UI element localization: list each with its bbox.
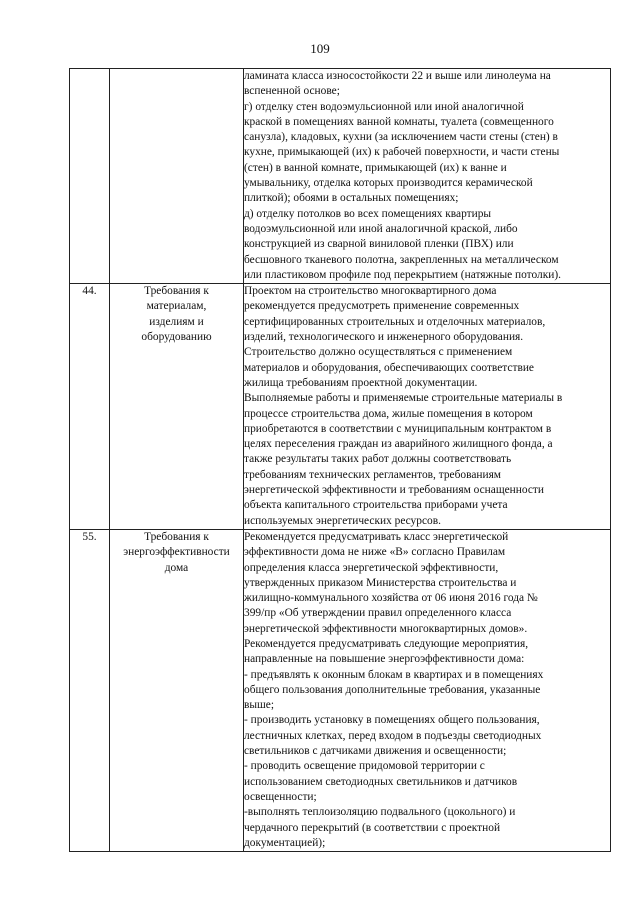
- requirement-text-line: используемых энергетических ресурсов.: [244, 514, 441, 527]
- requirement-text-line: объекта капитального строительства приборами учета: [244, 499, 508, 512]
- requirement-text-line: Выполняемые работы и применяемые строительные материалы в: [244, 392, 563, 405]
- requirement-text-line: 399/пр «Об утверждении правил определенного класса: [244, 607, 512, 620]
- table-row: [70, 284, 611, 530]
- requirement-text-line: ламината класса износостойкости 22 и выше или линолеума на: [244, 70, 551, 82]
- requirement-text-line: эффективности дома не ниже «B» согласно Правилам: [244, 546, 506, 559]
- requirement-name-line: Требования к: [144, 530, 209, 543]
- requirement-text-line: вспененной основе;: [244, 85, 340, 98]
- table-row: [70, 529, 611, 851]
- requirement-name-line: оборудованию: [141, 331, 212, 344]
- requirement-text-line: сертифицированных строительных и отделочных материалов,: [244, 315, 546, 328]
- requirement-text-line: энергетической эффективности многоквартирных домов».: [244, 622, 528, 635]
- requirement-name-line: Требования к: [144, 285, 209, 298]
- row-number: 44.: [70, 284, 110, 530]
- requirement-text-line: санузла), кладовых, кухни (за исключением части стены (стен) в: [244, 131, 558, 144]
- requirement-text-line: процессе строительства дома, жилые помещения в котором: [244, 407, 533, 420]
- requirement-text-line: или пластиковом профиле под перекрытием (натяжные потолки).: [244, 268, 562, 281]
- page-number: 109: [310, 41, 330, 56]
- requirement-text-line: г) отделку стен водоэмульсионной или иной аналогичной: [244, 100, 524, 113]
- requirement-text-line: приобретаются в соответствии с муниципальным контрактом в: [244, 422, 552, 435]
- requirement-text-line: краской в помещениях ванной комнаты, туалета (совмещенного: [244, 115, 554, 128]
- requirement-text-line: Строительство должно осуществляться с применением: [244, 346, 513, 359]
- requirement-text-line: общего пользования дополнительные требования, указанные: [244, 683, 541, 696]
- requirement-name: [110, 69, 244, 284]
- requirement-text-line: (стен) в ванной комнате, примыкающей (их) к ванне и: [244, 161, 507, 174]
- requirement-text-line: целях переселения граждан из аварийного жилищного фонда, а: [244, 438, 553, 451]
- requirement-text-line: энергетической эффективности и требованиям оснащенности: [244, 484, 544, 497]
- requirement-text-line: изделий, технологического и инженерного оборудования.: [244, 331, 524, 344]
- requirement-text-line: конструкцией из сварной виниловой пленки (ПВХ) или: [244, 238, 514, 251]
- requirement-text-line: использованием светодиодных светильников и датчиков: [244, 775, 518, 788]
- requirement-text-line: кухне, примыкающей (их) к рабочей поверхности, и части стены: [244, 146, 560, 159]
- requirement-text-line: лестничных клетках, перед входом в подъезды светодиодных: [244, 729, 542, 742]
- requirement-text-line: Проектом на строительство многоквартирного дома: [244, 285, 497, 298]
- requirement-text-line: утвержденных приказом Министерства строительства и: [244, 576, 517, 589]
- requirement-name-line: дома: [164, 561, 189, 574]
- requirement-name-line: материалам,: [146, 300, 207, 313]
- requirement-text-line: светильников с датчиками движения и освещенности;: [244, 745, 507, 758]
- requirement-text-line: Рекомендуется предусматривать следующие мероприятия,: [244, 637, 529, 650]
- requirement-text-line: бесшовного тканевого полотна, закрепленных на металлическом: [244, 253, 559, 266]
- requirements-table: [69, 68, 611, 852]
- requirement-text-line: Рекомендуется предусматривать класс энергетической: [244, 530, 509, 543]
- requirement-text-line: д) отделку потолков во всех помещениях квартиры: [244, 207, 492, 220]
- requirement-text-line: чердачного перекрытий (в соответствии с проектной: [244, 821, 501, 834]
- requirement-text-line: выше;: [244, 699, 275, 712]
- requirement-name: [110, 529, 244, 851]
- requirement-text-line: -выполнять теплоизоляцию подвального (цокольного) и: [244, 806, 516, 819]
- requirement-text-line: направленные на повышение энергоэффективности дома:: [244, 653, 525, 666]
- requirement-text-line: водоэмульсионной или иной аналогичной краской, либо: [244, 222, 518, 235]
- requirement-text-line: - предъявлять к оконным блокам в квартирах и в помещениях: [244, 668, 544, 681]
- requirement-text-line: - проводить освещение придомовой территории с: [244, 760, 485, 773]
- requirement-text-line: рекомендуется предусмотреть применение современных: [244, 300, 520, 313]
- table-row: [70, 69, 611, 284]
- requirement-text: [244, 284, 611, 530]
- requirement-text-line: плиткой); обоями в остальных помещениях;: [244, 192, 459, 205]
- requirement-name-line: изделиям и: [149, 315, 204, 328]
- requirement-text-line: жилищно-коммунального хозяйства от 06 июня 2016 года №: [244, 592, 538, 605]
- requirement-name: [110, 284, 244, 530]
- requirement-text-line: документацией);: [244, 836, 326, 849]
- requirement-text-line: освещенности;: [244, 790, 317, 803]
- requirement-text-line: определения класса энергетической эффективности,: [244, 561, 499, 574]
- row-number: [70, 69, 110, 284]
- requirement-text: [244, 529, 611, 851]
- requirement-text-line: также результаты таких работ должны соответствовать: [244, 453, 512, 466]
- table-body: [70, 69, 611, 852]
- requirement-name-line: энергоэффективности: [123, 546, 230, 559]
- requirement-text: [244, 69, 611, 284]
- row-number: 55.: [70, 529, 110, 851]
- requirement-text-line: - производить установку в помещениях общего пользования,: [244, 714, 540, 727]
- requirement-text-line: жилища требованиям проектной документации.: [244, 376, 478, 389]
- requirement-text-line: умывальнику, отделка которых производится керамической: [244, 177, 533, 190]
- requirement-text-line: материалов и оборудования, обеспечивающих соответствие: [244, 361, 534, 374]
- requirement-text-line: требованиям технических регламентов, требованиям: [244, 468, 502, 481]
